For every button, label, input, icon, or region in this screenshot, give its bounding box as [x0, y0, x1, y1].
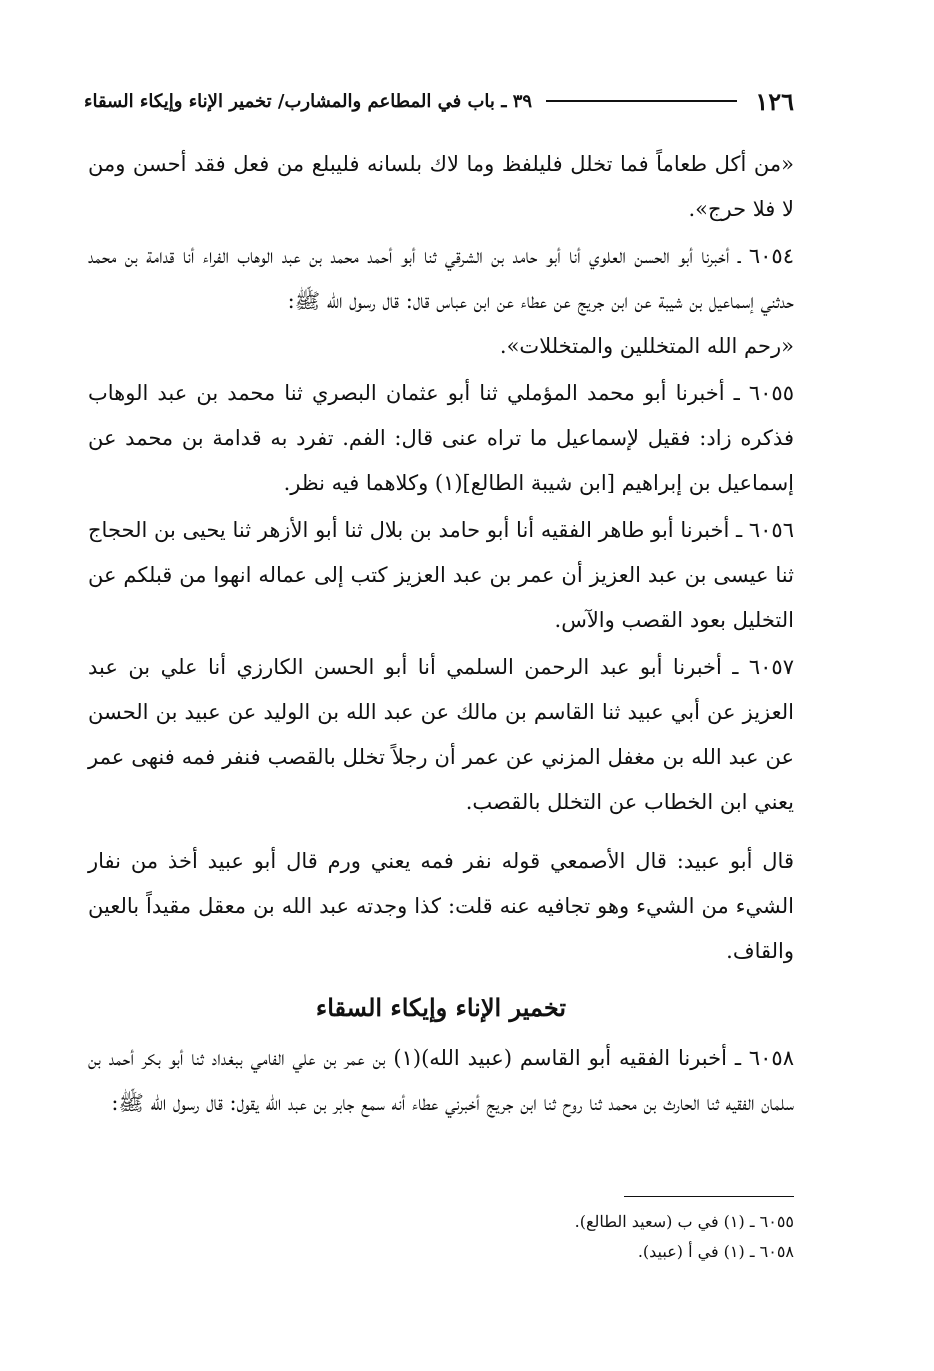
- page-body: [88, 142, 794, 1126]
- page-number: ١٢٦: [755, 86, 794, 116]
- page-header: [84, 86, 794, 116]
- paragraph-hadith-quote-2: «رحم الله المتخللين والمتخللات».: [499, 334, 794, 358]
- footnote-item: ٦٠٥٥ ـ (١) في ب (سعيد الطالع).: [574, 1212, 794, 1231]
- section-title: تخمير الإناء وإيكاء السقاء: [315, 993, 567, 1022]
- running-title: ٣٩ ـ باب في المطاعم والمشارب/ تخمير الإناء وإيكاء السقاء: [84, 90, 533, 112]
- footnote-rule: [624, 1196, 794, 1197]
- paragraph-6056: ٦٠٥٦ ـ أخبرنا أبو طاهر الفقيه أنا أبو حامد بن بلال ثنا أبو الأزهر ثنا يحيى بن الحجاج ثنا عيسى بن عبد العزيز أن عمر بن عبد العزيز كتب إلى عماله انهوا من قبلكم عن التخليل بعود القصب والآس.: [88, 518, 794, 632]
- paragraph-6058: ٦٠٥٨ ـ أخبرنا الفقيه أبو القاسم (عبيد الله)(١) بن عمر بن علي الفامي ببغداد ثنا أبو بكر أحمد بن سلمان الفقيه ثنا الحارث بن محمد ثنا روح ثنا ابن جريج أخبرني عطاء أنه سمع جابر بن عبد الله يقول: قال رسول الله ﷺ:: [88, 1046, 794, 1115]
- header-rule: [546, 100, 737, 102]
- paragraph-hadith-quote: «من أكل طعاماً فما تخلل فليلفظ وما لاك بلسانه فليبلع من فعل فقد أحسن ومن لا فلا حرج».: [88, 152, 794, 221]
- paragraph-6054: ٦٠٥٤ ـ أخبرنا أبو الحسن العلوي أنا أبو حامد بن الشرقي ثنا أبو أحمد محمد بن عبد الوهاب الفراء أنا قدامة بن محمد حدثني إسماعيل بن شيبة عن ابن جريج عن عطاء عن ابن عباس قال: قال رسول الله ﷺ:: [88, 244, 794, 313]
- footnote-item: ٦٠٥٨ ـ (١) في أ (عبيد).: [637, 1242, 794, 1261]
- paragraph-commentary: قال أبو عبيد: قال الأصمعي قوله نفر فمه يعني ورم قال أبو عبيد أخذ من نفار الشيء من الشيء وهو تجافيه عنه قلت: كذا وجدته عبد الله بن معقل مقيداً بالعين والقاف.: [88, 849, 794, 963]
- footnotes: [88, 1196, 794, 1267]
- paragraph-6055: ٦٠٥٥ ـ أخبرنا أبو محمد المؤملي ثنا أبو عثمان البصري ثنا محمد بن عبد الوهاب فذكره زاد: فقيل لإسماعيل ما تراه عنى قال: الفم. تفرد به قدامة بن محمد عن إسماعيل بن إبراهيم [ابن شيبة الطالع](١) وكلاهما فيه نظر.: [88, 381, 794, 495]
- paragraph-6057: ٦٠٥٧ ـ أخبرنا أبو عبد الرحمن السلمي أنا أبو الحسن الكارزي أنا علي بن عبد العزيز عن أبي عبيد ثنا القاسم بن مالك عن عبد الله بن الوليد عن عبيد بن الحسن عن عبد الله بن مغفل المزني عن عمر أن رجلاً تخلل بالقصب فنفر فمه فنهى عمر يعني ابن الخطاب عن التخلل بالقصب.: [88, 655, 794, 814]
